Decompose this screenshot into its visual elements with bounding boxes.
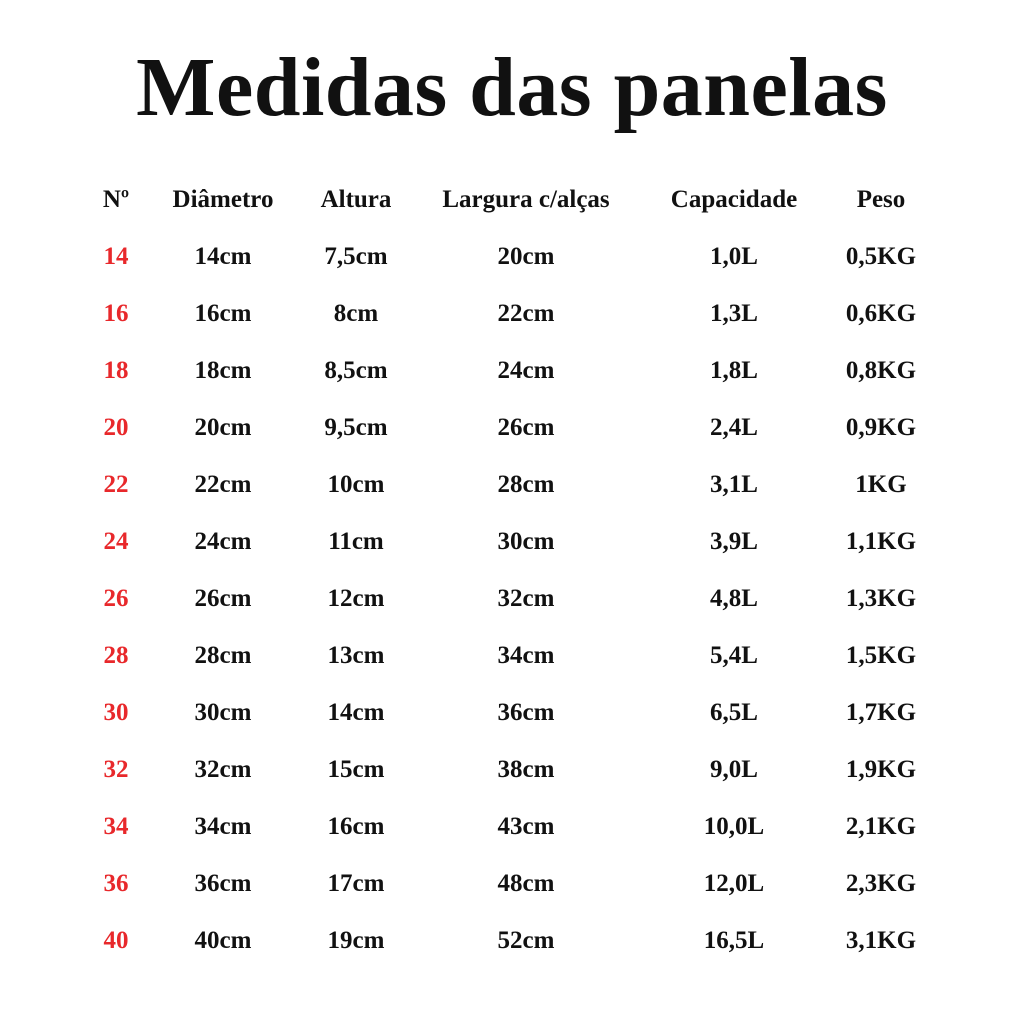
- cell-number: 16: [103, 300, 129, 327]
- cell-height: 16cm: [327, 813, 385, 840]
- cell-capacity: 3,1L: [710, 471, 758, 498]
- cell-width: 38cm: [497, 756, 555, 783]
- cell-height: 8cm: [333, 300, 379, 327]
- cell-width: 30cm: [497, 528, 555, 555]
- cell-diameter: 24cm: [194, 528, 252, 555]
- cell-height: 9,5cm: [324, 414, 388, 441]
- cell-weight: 0,5KG: [845, 243, 917, 270]
- cell-diameter: 20cm: [194, 414, 252, 441]
- page-title: Medidas das panelas: [136, 41, 888, 134]
- cell-width: 52cm: [497, 927, 555, 954]
- cell-capacity: 2,4L: [710, 414, 758, 441]
- table-row: [0, 237, 1024, 277]
- cell-capacity: 4,8L: [710, 585, 758, 612]
- cell-width: 34cm: [497, 642, 555, 669]
- table-row: [0, 294, 1024, 334]
- cell-capacity: 5,4L: [710, 642, 758, 669]
- header-width-with-handles: Largura c/alças: [442, 186, 610, 213]
- cell-diameter: 14cm: [194, 243, 252, 270]
- table-row: [0, 351, 1024, 391]
- cell-height: 13cm: [327, 642, 385, 669]
- cell-number: 20: [103, 414, 129, 441]
- cell-diameter: 30cm: [194, 699, 252, 726]
- table-row: [0, 579, 1024, 619]
- table-row: [0, 807, 1024, 847]
- cell-weight: 1KG: [855, 471, 907, 498]
- cell-diameter: 32cm: [194, 756, 252, 783]
- cell-capacity: 9,0L: [710, 756, 758, 783]
- cell-number: 24: [103, 528, 129, 555]
- cell-capacity: 16,5L: [703, 927, 765, 954]
- cell-number: 40: [103, 927, 129, 954]
- cell-number: 32: [103, 756, 129, 783]
- table-row: [0, 465, 1024, 505]
- cell-number: 18: [103, 357, 129, 384]
- header-weight: Peso: [856, 186, 906, 213]
- cell-capacity: 6,5L: [710, 699, 758, 726]
- header-diameter: Diâmetro: [172, 186, 274, 213]
- header-capacity: Capacidade: [670, 186, 798, 213]
- cell-diameter: 16cm: [194, 300, 252, 327]
- table-row: [0, 408, 1024, 448]
- cell-number: 36: [103, 870, 129, 897]
- cell-diameter: 36cm: [194, 870, 252, 897]
- cell-weight: 1,3KG: [845, 585, 917, 612]
- cell-width: 24cm: [497, 357, 555, 384]
- cell-diameter: 28cm: [194, 642, 252, 669]
- table-row: [0, 864, 1024, 904]
- cell-weight: 0,8KG: [845, 357, 917, 384]
- cell-weight: 1,7KG: [845, 699, 917, 726]
- cell-height: 10cm: [327, 471, 385, 498]
- cell-capacity: 12,0L: [703, 870, 765, 897]
- cell-height: 14cm: [327, 699, 385, 726]
- cell-diameter: 40cm: [194, 927, 252, 954]
- cell-weight: 1,1KG: [845, 528, 917, 555]
- cell-weight: 1,9KG: [845, 756, 917, 783]
- cell-capacity: 3,9L: [710, 528, 758, 555]
- cell-number: 28: [103, 642, 129, 669]
- cell-weight: 2,1KG: [845, 813, 917, 840]
- table-row: [0, 636, 1024, 676]
- table-row: [0, 693, 1024, 733]
- cell-number: 22: [103, 471, 129, 498]
- cell-number: 14: [103, 243, 129, 270]
- cell-width: 20cm: [497, 243, 555, 270]
- cell-diameter: 18cm: [194, 357, 252, 384]
- cell-width: 28cm: [497, 471, 555, 498]
- cell-width: 26cm: [497, 414, 555, 441]
- cell-height: 7,5cm: [324, 243, 388, 270]
- cell-height: 19cm: [327, 927, 385, 954]
- cell-weight: 2,3KG: [845, 870, 917, 897]
- cell-height: 15cm: [327, 756, 385, 783]
- table-row: [0, 750, 1024, 790]
- table-row: [0, 522, 1024, 562]
- cell-capacity: 1,0L: [710, 243, 758, 270]
- cell-capacity: 1,3L: [710, 300, 758, 327]
- cell-diameter: 26cm: [194, 585, 252, 612]
- cell-number: 26: [103, 585, 129, 612]
- cell-width: 32cm: [497, 585, 555, 612]
- cell-diameter: 34cm: [194, 813, 252, 840]
- cell-weight: 0,9KG: [845, 414, 917, 441]
- cell-number: 34: [103, 813, 129, 840]
- cell-height: 11cm: [328, 528, 384, 555]
- cell-capacity: 10,0L: [703, 813, 765, 840]
- cell-height: 17cm: [327, 870, 385, 897]
- header-number: Nº: [102, 186, 130, 213]
- cell-weight: 1,5KG: [845, 642, 917, 669]
- cell-height: 8,5cm: [324, 357, 388, 384]
- table-row: [0, 921, 1024, 961]
- cell-number: 30: [103, 699, 129, 726]
- cell-capacity: 1,8L: [710, 357, 758, 384]
- cell-width: 43cm: [497, 813, 555, 840]
- cell-width: 36cm: [497, 699, 555, 726]
- cell-width: 22cm: [497, 300, 555, 327]
- cell-height: 12cm: [327, 585, 385, 612]
- cell-width: 48cm: [497, 870, 555, 897]
- cell-diameter: 22cm: [194, 471, 252, 498]
- header-height: Altura: [320, 186, 392, 213]
- cell-weight: 0,6KG: [845, 300, 917, 327]
- table-header-row: [0, 180, 1024, 220]
- cell-weight: 3,1KG: [845, 927, 917, 954]
